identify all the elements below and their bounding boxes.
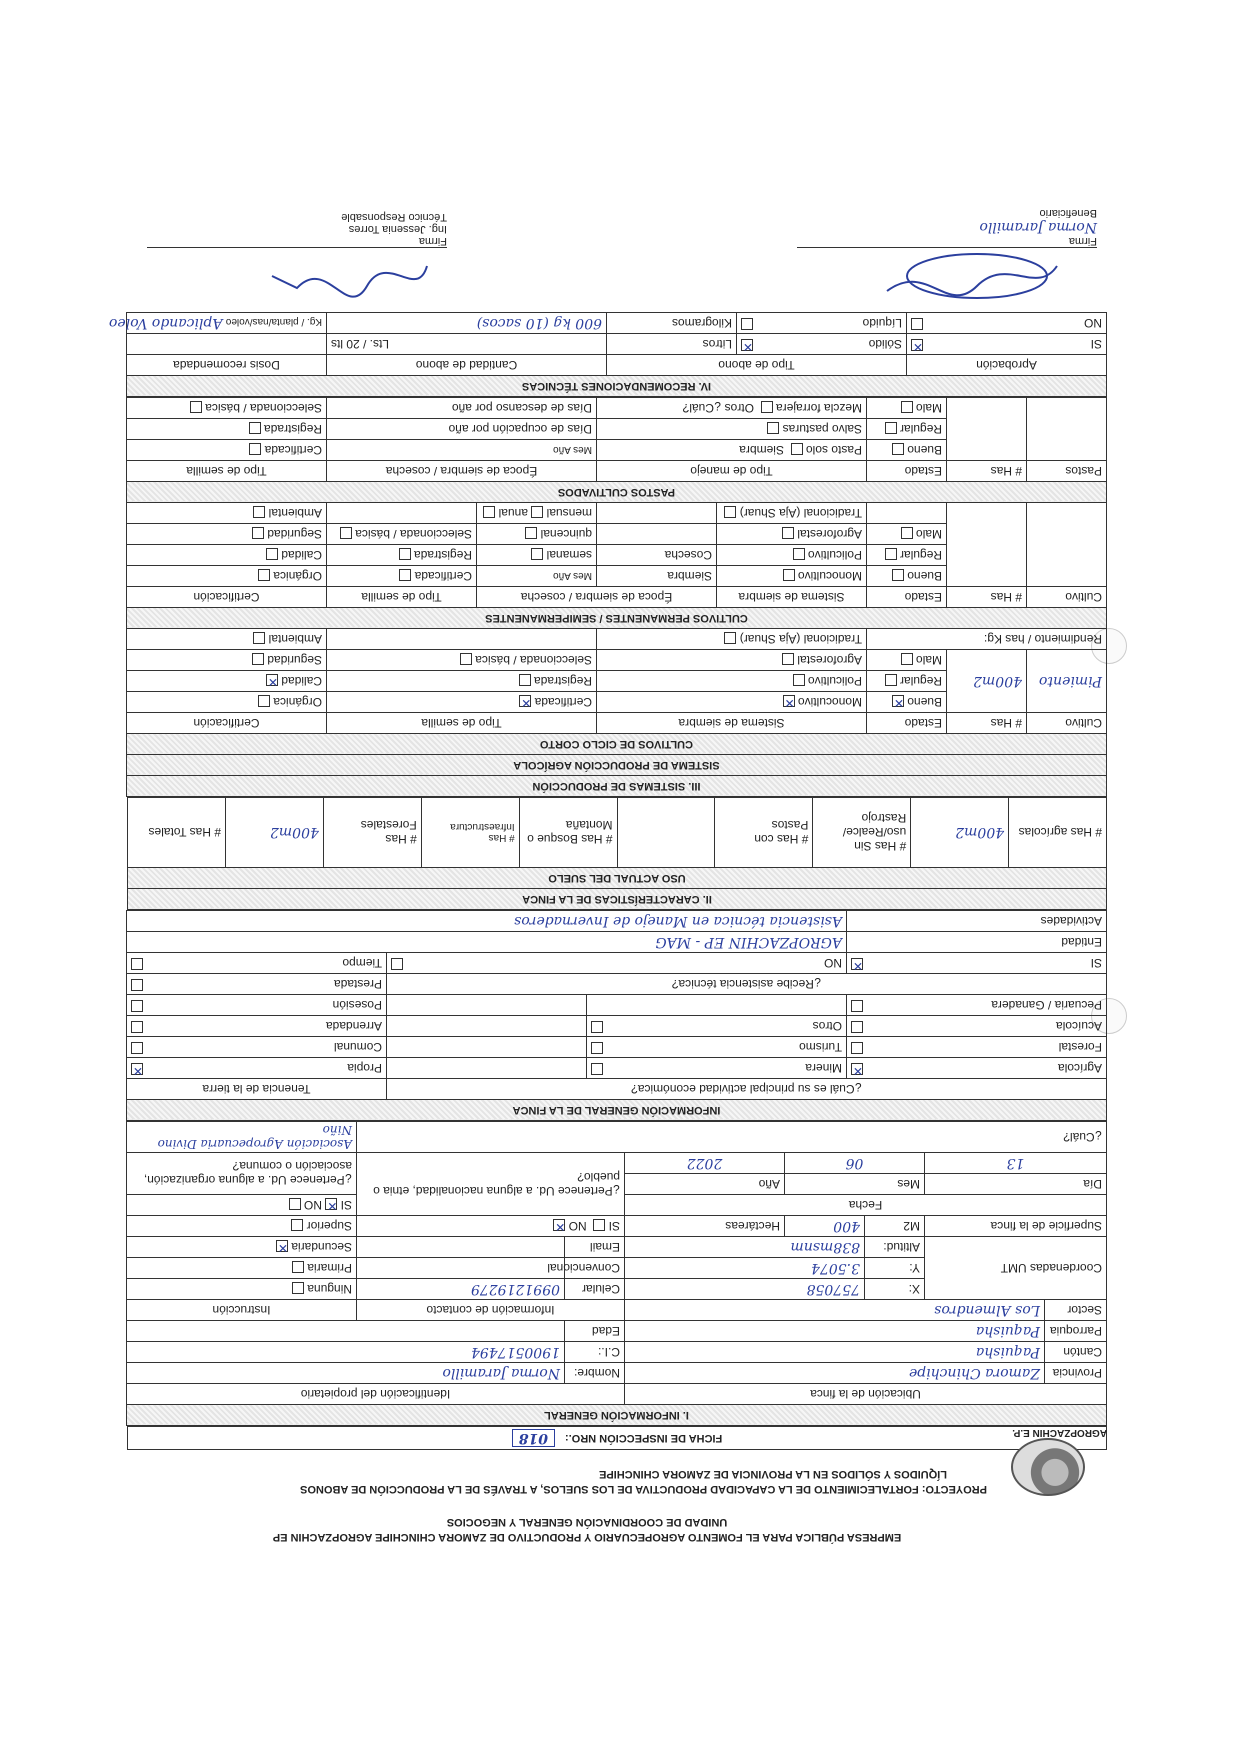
- ethnicity-question: ¿Pertenece Ud. a alguna nacionalidad, etnia o pueblo?: [357, 1153, 625, 1216]
- traditional-label: Tradicional (Aja Shuar): [739, 632, 862, 646]
- bad-label: Malo: [915, 401, 942, 415]
- planting-system-heading: Sistema de siembra: [717, 587, 867, 608]
- bad-label: Malo: [915, 653, 942, 667]
- kilograms-label: Kilogramos: [607, 313, 737, 334]
- beneficiary-name: Norma Jaramillo: [979, 219, 1097, 235]
- quality-checkbox[interactable]: [266, 674, 278, 686]
- section-general-info: [126, 1121, 1107, 1426]
- no-label: NO: [568, 1219, 587, 1233]
- header-line-1: EMPRESA PÚBLICA PARA EL FOMENTO AGROPECUARIO Y PRODUCTIVO DE ZAMORA CHINCHIPE AGROPZACHIN EP: [272, 1531, 902, 1543]
- day-label: Día: [925, 1174, 1107, 1195]
- biweekly-label: quincenal: [540, 527, 592, 541]
- liters-label: Litros: [607, 334, 737, 355]
- superior-checkbox[interactable]: [291, 1219, 303, 1231]
- approval-yes-checkbox[interactable]: [911, 339, 923, 351]
- traditional-label: Tradicional (Aja Shuar): [739, 506, 862, 520]
- assistance-question: ¿Recibe asistencia técnica?: [387, 974, 1107, 995]
- forage-mix-label: Mezcla forrajera: [775, 401, 862, 415]
- signature-label: Firma: [1068, 235, 1097, 247]
- seed-type-heading: Tipo de semilla: [327, 713, 597, 734]
- coordinates-label: Coordenadas UMT: [925, 1237, 1107, 1300]
- rented-checkbox[interactable]: [131, 1021, 143, 1033]
- agricultural-checkbox[interactable]: [851, 1063, 863, 1075]
- salvo-pastures-checkbox[interactable]: [767, 422, 779, 434]
- inspection-number-box: [127, 1426, 1107, 1450]
- pasture-only-checkbox[interactable]: [791, 443, 803, 455]
- province-label: Provincia: [1045, 1363, 1107, 1384]
- section-farm-characteristics: [127, 797, 1107, 910]
- annual-checkbox[interactable]: [483, 506, 495, 518]
- superior-label: Superior: [306, 1219, 352, 1233]
- section-farm-info: [126, 910, 1107, 1121]
- org-no-checkbox[interactable]: [289, 1198, 301, 1210]
- no-label: NO: [824, 956, 842, 970]
- monoculture-checkbox[interactable]: [783, 569, 795, 581]
- hectares-label: Hectáreas: [625, 1216, 785, 1237]
- seed-type-heading: Tipo de semilla: [327, 587, 477, 608]
- agri-system-title: SISTEMA DE PRODUCCIÓN AGRÍCOLA: [126, 755, 1106, 776]
- quality-label: Calidad: [281, 548, 322, 562]
- sector-value: Los Almendros: [625, 1300, 1045, 1321]
- contact-heading: Información de contacto: [357, 1300, 625, 1321]
- mobile-label: Celular: [565, 1279, 625, 1300]
- time-checkbox[interactable]: [131, 958, 143, 970]
- possession-checkbox[interactable]: [131, 1000, 143, 1012]
- ci-value: 1900517494: [126, 1342, 564, 1363]
- m2-label: M2: [865, 1216, 925, 1237]
- project-line-2: LÍQUIDOS Y SÓLIDOS EN LA PROVINCIA DE ZAMORA CHINCHIPE: [599, 1468, 947, 1480]
- crop-value: Pimiento: [1027, 650, 1107, 713]
- bad-checkbox[interactable]: [901, 401, 913, 413]
- pastures-title: PASTOS CULTIVADOS: [126, 482, 1106, 503]
- bad-checkbox[interactable]: [901, 653, 913, 665]
- regular-checkbox[interactable]: [885, 548, 897, 560]
- biweekly-checkbox[interactable]: [525, 527, 537, 539]
- activity-question: ¿Cuál es su principal actividad económica?: [387, 1079, 1107, 1100]
- canton-label: Cantón: [1045, 1342, 1107, 1363]
- beneficiary-signature-block: [797, 207, 1097, 306]
- year-value: 2022: [625, 1153, 785, 1174]
- name-value: Norma Jaramillo: [126, 1363, 564, 1384]
- planting-system-heading: Sistema de siembra: [597, 713, 867, 734]
- bad-label: Malo: [915, 527, 942, 541]
- canton-value: Paquisha: [625, 1342, 1045, 1363]
- technician-name: Ing. Jessenia Torres: [348, 223, 447, 235]
- regular-label: Regular: [899, 674, 942, 688]
- email-label: Email: [565, 1237, 625, 1258]
- unused-hectares-label: # Has Sin uso/Realce/ Rastrojo: [813, 798, 911, 868]
- primary-label: Primaria: [307, 1261, 352, 1275]
- organic-checkbox[interactable]: [258, 695, 270, 707]
- organic-checkbox[interactable]: [258, 569, 270, 581]
- inspection-number: 018: [512, 1429, 555, 1447]
- polyculture-label: Policultivo: [807, 548, 862, 562]
- age-label: Edad: [565, 1321, 625, 1342]
- yes-label: SI: [340, 1198, 352, 1212]
- selected-checkbox[interactable]: [460, 653, 472, 665]
- altitude-value: 838msnm: [625, 1237, 865, 1258]
- location-heading: Ubicación de la finca: [625, 1384, 1107, 1405]
- yes-label: SI: [608, 1219, 620, 1233]
- certification-heading: Certificación: [126, 713, 326, 734]
- status-heading: Estado: [867, 713, 947, 734]
- dose-heading: Dosis recomendada: [126, 355, 326, 376]
- good-label: Bueno: [907, 569, 942, 583]
- forestry-hectares-label: # Has Forestales: [323, 798, 421, 868]
- agroforestry-label: Agroforestal: [797, 527, 862, 541]
- registered-checkbox[interactable]: [249, 422, 261, 434]
- certified-label: Certificada: [264, 443, 322, 457]
- environmental-checkbox[interactable]: [253, 632, 265, 644]
- environmental-label: Ambiental: [268, 506, 322, 520]
- safety-label: Seguridad: [267, 653, 322, 667]
- yes-label: SI: [1090, 337, 1102, 351]
- liters-unit-label: Lts. / 20 lts: [327, 334, 607, 355]
- registered-label: Registrada: [413, 548, 472, 562]
- infrastructure-hectares-label: # Has Infraestructura: [421, 798, 519, 868]
- ethnicity-yes-checkbox[interactable]: [593, 1219, 605, 1231]
- tourism-checkbox[interactable]: [591, 1042, 603, 1054]
- yield-label: Rendimiento / has Kg:: [867, 629, 1107, 650]
- province-value: Zamora Chinchipe: [625, 1363, 1045, 1384]
- polyculture-checkbox[interactable]: [793, 548, 805, 560]
- traditional-checkbox[interactable]: [724, 632, 736, 644]
- organic-label: Orgánica: [273, 569, 322, 583]
- mining-checkbox[interactable]: [591, 1063, 603, 1075]
- traditional-checkbox[interactable]: [724, 506, 736, 518]
- y-label: Y:: [865, 1258, 925, 1279]
- month-year-label: Mes Año: [327, 440, 597, 461]
- others-label: Otros: [812, 1019, 842, 1033]
- monoculture-label: Monocultivo: [797, 569, 862, 583]
- possession-label: Posesión: [332, 998, 382, 1012]
- total-hectares-value: 400m2: [225, 798, 323, 868]
- regular-label: Regular: [899, 422, 942, 436]
- monoculture-label: Monocultivo: [797, 695, 862, 709]
- header-line-2: UNIDAD DE COORDINACIÓN GENERAL Y NEGOCIOS: [446, 1516, 728, 1528]
- entity-label: Entidad: [847, 932, 1107, 953]
- sowing-harvest-heading: Época de siembra / cosecha: [327, 461, 597, 482]
- certified-checkbox[interactable]: [399, 569, 411, 581]
- good-label: Bueno: [907, 443, 942, 457]
- liquid-checkbox[interactable]: [741, 318, 753, 330]
- signature-label: Firma: [418, 235, 447, 247]
- certified-label: Certificada: [414, 569, 472, 583]
- hectares-heading: # Has: [947, 587, 1027, 608]
- org-yes-checkbox[interactable]: [325, 1198, 337, 1210]
- entity-value: AGROPZACHIN EP - MAG: [126, 932, 846, 953]
- pastures-heading: Pastos: [1027, 461, 1107, 482]
- salvo-pastures-label: Salvo pasturas: [782, 422, 862, 436]
- fertilizer-type-heading: Tipo de abono: [607, 355, 907, 376]
- annual-label: anual: [498, 506, 528, 520]
- signatures: [127, 186, 1107, 306]
- tourism-label: Turismo: [799, 1040, 842, 1054]
- harvest-label: Cosecha: [597, 545, 717, 566]
- technician-signature: [147, 247, 447, 306]
- forest-hectares-label: # Has Bosque o Montaña: [519, 798, 617, 868]
- section-title: II. CARACTERÍSTICAS DE LA FINCA: [128, 889, 1107, 910]
- forage-mix-checkbox[interactable]: [761, 401, 773, 413]
- selected-label: Seleccionada / básica: [205, 401, 322, 415]
- secondary-checkbox[interactable]: [276, 1240, 288, 1252]
- y-value: 3.5074: [625, 1258, 865, 1279]
- assistance-no-checkbox[interactable]: [391, 958, 403, 970]
- borrowed-label: Prestada: [333, 977, 382, 991]
- certified-checkbox[interactable]: [519, 695, 531, 707]
- which-label: ¿Cuál?: [1063, 1130, 1102, 1144]
- safety-checkbox[interactable]: [252, 653, 264, 665]
- activities-value: Asistencia técnica en Manejo de Invernaderos: [126, 911, 846, 932]
- monthly-label: mensual: [546, 506, 592, 520]
- project-line-1: PROYECTO: FORTALECIMIENTO DE LA CAPACIDAD PRODUCTIVA DE LOS SUELOS, A TRAVÉS DE LA PRODUCCIÓN DE ABONOS: [300, 1483, 987, 1495]
- section-production-systems: [126, 397, 1107, 797]
- day-value: 13: [925, 1153, 1107, 1174]
- aquaculture-label: Acuícola: [1055, 1019, 1102, 1033]
- agropzachin-logo: [1011, 1438, 1085, 1496]
- good-checkbox[interactable]: [892, 443, 904, 455]
- pasture-hectares-label: # Has con Pastos: [715, 798, 813, 868]
- x-value: 757058: [625, 1279, 865, 1300]
- secondary-label: Secundaria: [291, 1240, 352, 1254]
- m2-value: 400: [785, 1216, 865, 1237]
- weekly-label: semanal: [546, 548, 592, 562]
- section-title: IV. RECOMENDACIONES TÉCNICAS: [126, 376, 1106, 397]
- registered-checkbox[interactable]: [399, 548, 411, 560]
- technician-signature-block: [147, 211, 447, 306]
- inspection-form: [108, 186, 1107, 1544]
- weekly-checkbox[interactable]: [531, 548, 543, 560]
- regular-label: Regular: [899, 548, 942, 562]
- month-value: 06: [785, 1153, 925, 1174]
- certified-label: Certificada: [534, 695, 592, 709]
- approval-heading: Aprobación: [907, 355, 1107, 376]
- registered-checkbox[interactable]: [519, 674, 531, 686]
- agri-hectares-value: 400m2: [911, 798, 1009, 868]
- good-label: Bueno: [907, 695, 942, 709]
- agroforestry-checkbox[interactable]: [782, 653, 794, 665]
- dose-value: Aplicando Voleo: [108, 315, 223, 331]
- own-checkbox[interactable]: [131, 1063, 143, 1075]
- selected-checkbox[interactable]: [190, 401, 202, 413]
- monoculture-checkbox[interactable]: [783, 695, 795, 707]
- mobile-value: 0991219279: [357, 1279, 565, 1300]
- technician-role: Técnico Responsable: [341, 211, 447, 223]
- sowing-harvest-heading: Época de siembra / cosecha: [477, 587, 717, 608]
- own-label: Propia: [347, 1061, 382, 1075]
- surface-label: Superficie de la finca: [925, 1216, 1107, 1237]
- parish-value: Paquisha: [625, 1321, 1045, 1342]
- organization-value: Asociación Agropecuaria Divino Niño: [126, 1122, 356, 1153]
- section-recommendations: [108, 312, 1107, 397]
- polyculture-checkbox[interactable]: [793, 674, 805, 686]
- regular-checkbox[interactable]: [885, 674, 897, 686]
- permanent-crops-title: CULTIVOS PERMANENTES / SEMIPERMANENTES: [126, 608, 1106, 629]
- beneficiary-signature: [797, 247, 1097, 306]
- registered-label: Registrada: [263, 422, 322, 436]
- seed-type-heading: Tipo de semilla: [126, 461, 326, 482]
- hectares-heading: # Has: [947, 713, 1027, 734]
- sector-label: Sector: [1045, 1300, 1107, 1321]
- ethnicity-no-checkbox[interactable]: [553, 1219, 565, 1231]
- agroforestry-checkbox[interactable]: [782, 527, 794, 539]
- certification-heading: Certificación: [126, 587, 326, 608]
- good-checkbox[interactable]: [892, 569, 904, 581]
- selected-label: Seleccionada / básica: [355, 527, 472, 541]
- ci-label: C.I.:: [565, 1342, 625, 1363]
- no-label: NO: [1084, 316, 1102, 330]
- livestock-label: Pecuaria / Ganadera: [991, 998, 1102, 1012]
- beneficiary-role: Beneficiario: [1039, 207, 1097, 219]
- status-heading: Estado: [867, 461, 947, 482]
- organic-label: Orgánica: [273, 695, 322, 709]
- kilograms-value: 600 kg (10 sacos): [327, 313, 607, 334]
- selected-label: Seleccionada / básica: [475, 653, 592, 667]
- inspection-label: FICHA DE INSPECCIÓN NRO.:: [564, 1432, 723, 1444]
- sowing-label: Siembra: [739, 443, 784, 457]
- quality-label: Calidad: [281, 674, 322, 688]
- yes-label: SI: [1090, 956, 1102, 970]
- safety-checkbox[interactable]: [252, 527, 264, 539]
- organization-question: ¿Pertenece Ud. a alguna organización, asociación o comuna?: [126, 1153, 356, 1195]
- kg-plant-label: Kg. / planta/nas/voleo: [225, 316, 322, 327]
- pasture-only-label: Pasto solo: [805, 443, 862, 457]
- month-label: Mes: [785, 1174, 925, 1195]
- date-heading: Fecha: [625, 1195, 1107, 1216]
- mining-label: Minera: [805, 1061, 842, 1075]
- solid-checkbox[interactable]: [741, 339, 753, 351]
- x-label: X:: [865, 1279, 925, 1300]
- crop-heading: Cultivo: [1027, 587, 1107, 608]
- quality-checkbox[interactable]: [266, 548, 278, 560]
- others-checkbox[interactable]: [591, 1021, 603, 1033]
- agricultural-label: Agrícola: [1057, 1061, 1102, 1075]
- communal-label: Comunal: [333, 1040, 382, 1054]
- activities-label: Actividades: [847, 911, 1107, 932]
- selected-checkbox[interactable]: [340, 527, 352, 539]
- polyculture-label: Policultivo: [807, 674, 862, 688]
- communal-checkbox[interactable]: [131, 1042, 143, 1054]
- fertilizer-amount-heading: Cantidad de abono: [327, 355, 607, 376]
- liquid-label: Líquido: [862, 316, 902, 330]
- management-heading: Tipo de manejo: [597, 461, 867, 482]
- hectares-heading: # Has: [947, 461, 1027, 482]
- registered-label: Registrada: [533, 674, 592, 688]
- good-checkbox[interactable]: [892, 695, 904, 707]
- altitude-label: Altitud:: [865, 1237, 925, 1258]
- safety-label: Seguridad: [267, 527, 322, 541]
- section-title: III. SISTEMAS DE PRODUCCIÓN: [126, 776, 1106, 797]
- year-label: Año: [625, 1174, 785, 1195]
- section-title: I. INFORMACIÓN GENERAL: [126, 1405, 1106, 1426]
- regular-checkbox[interactable]: [885, 422, 897, 434]
- brand-name: AGROPZACHIN E.P.: [1012, 1427, 1107, 1438]
- solid-label: Sólido: [868, 337, 902, 351]
- no-label: NO: [303, 1198, 322, 1212]
- owner-heading: Identificación del propietario: [126, 1384, 624, 1405]
- agroforestry-label: Agroforestal: [797, 653, 862, 667]
- time-label: Tiempo: [342, 956, 382, 970]
- crop-heading: Cultivo: [1027, 713, 1107, 734]
- other-which-label: Otros ¿Cuál?: [682, 401, 754, 415]
- occupation-days-label: Días de ocupación por año: [327, 419, 597, 440]
- none-checkbox[interactable]: [292, 1282, 304, 1294]
- landline-label: Convencional: [565, 1258, 625, 1279]
- borrowed-checkbox[interactable]: [131, 979, 143, 991]
- month-year-label: Mes Año: [477, 566, 597, 587]
- parish-label: Parroquia: [1045, 1321, 1107, 1342]
- land-use-title: USO ACTUAL DEL SUELO: [128, 868, 1107, 889]
- total-hectares-label: # Has Totales: [128, 798, 226, 868]
- name-label: Nombre:: [565, 1363, 625, 1384]
- livestock-checkbox[interactable]: [851, 1000, 863, 1012]
- short-cycle-title: CULTIVOS DE CICLO CORTO: [126, 734, 1106, 755]
- instruction-heading: Instrucción: [126, 1300, 356, 1321]
- section-title: INFORMACIÓN GENERAL DE LA FINCA: [126, 1100, 1106, 1121]
- none-label: Ninguna: [307, 1282, 352, 1296]
- sowing-label: Siembra: [597, 566, 717, 587]
- assistance-yes-checkbox[interactable]: [851, 958, 863, 970]
- tenure-heading: Tenencia de la tierra: [126, 1079, 386, 1100]
- certified-checkbox[interactable]: [249, 443, 261, 455]
- forestry-label: Forestal: [1058, 1040, 1102, 1054]
- rented-label: Arrendada: [325, 1019, 382, 1033]
- environmental-label: Ambiental: [268, 632, 322, 646]
- aquaculture-checkbox[interactable]: [851, 1021, 863, 1033]
- agri-hectares-label: # Has agrícolas: [1009, 798, 1107, 868]
- hectares-value: 400m2: [947, 650, 1027, 713]
- monthly-checkbox[interactable]: [531, 506, 543, 518]
- environmental-checkbox[interactable]: [253, 506, 265, 518]
- bad-checkbox[interactable]: [901, 527, 913, 539]
- status-heading: Estado: [867, 587, 947, 608]
- primary-checkbox[interactable]: [292, 1261, 304, 1273]
- approval-no-checkbox[interactable]: [911, 318, 923, 330]
- rest-days-label: Días de descanso por año: [327, 398, 597, 419]
- forestry-checkbox[interactable]: [851, 1042, 863, 1054]
